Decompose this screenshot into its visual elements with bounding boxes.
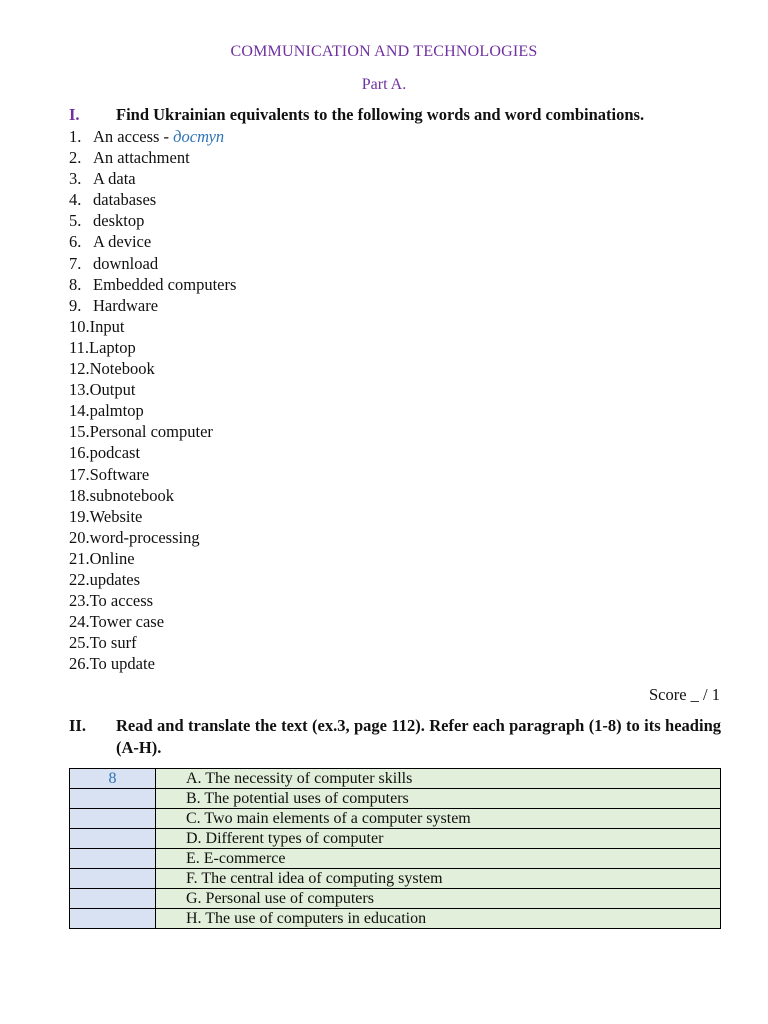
vocabulary-item-term: To surf	[89, 633, 137, 653]
vocabulary-item	[69, 590, 236, 611]
vocabulary-item-term: Software	[89, 464, 150, 484]
heading-cell: E. E-commerce	[156, 849, 721, 869]
vocabulary-item-number: 18.	[69, 485, 90, 505]
vocabulary-item-number: 23.	[69, 591, 90, 611]
vocabulary-item-number: 20.	[69, 527, 90, 547]
vocabulary-item-term: An attachment	[93, 148, 190, 168]
vocabulary-item-term: Personal computer	[89, 422, 213, 442]
table-row	[70, 869, 721, 889]
vocabulary-item-term: An access -	[93, 127, 174, 146]
vocabulary-item	[69, 485, 236, 506]
vocabulary-item-term: To access	[89, 591, 154, 611]
heading-cell: G. Personal use of computers	[156, 889, 721, 909]
vocabulary-item-number: 3.	[69, 169, 82, 189]
vocabulary-item	[69, 316, 236, 337]
vocabulary-item-term: Embedded computers	[93, 274, 237, 294]
task-2-heading	[69, 715, 721, 759]
vocabulary-item-term: palmtop	[89, 401, 144, 421]
vocabulary-item	[69, 442, 236, 463]
vocabulary-item	[69, 421, 236, 442]
vocabulary-item-term: A device	[93, 232, 152, 252]
task-1-heading	[69, 104, 721, 126]
vocabulary-item	[69, 569, 236, 590]
vocabulary-item-term: Output	[89, 380, 136, 400]
vocabulary-item	[69, 358, 236, 379]
matching-table	[69, 768, 721, 929]
vocabulary-item-number: 24.	[69, 612, 90, 632]
task-1-number: I.	[69, 105, 80, 124]
score-label: Score _ / 1	[648, 685, 720, 704]
vocabulary-item	[69, 253, 236, 274]
task-2-number: II.	[69, 716, 86, 735]
vocabulary-item-term: updates	[89, 569, 141, 589]
table-row	[70, 829, 721, 849]
vocabulary-item	[69, 126, 236, 147]
vocabulary-item-term: Tower case	[89, 612, 165, 632]
paragraph-number-cell[interactable]	[70, 849, 156, 869]
vocabulary-item	[69, 337, 236, 358]
vocabulary-list	[69, 126, 236, 674]
table-row	[70, 789, 721, 809]
vocabulary-item-number: 7.	[69, 253, 82, 273]
document-title: COMMUNICATION AND TECHNOLOGIES	[230, 43, 538, 60]
task-2-instruction: Read and translate the text (ex.3, page 112). Refer each paragraph (1-8) to its heading (A-H).	[116, 716, 721, 757]
paragraph-number-cell[interactable]	[70, 909, 156, 929]
vocabulary-item	[69, 527, 236, 548]
vocabulary-item	[69, 189, 236, 210]
vocabulary-item	[69, 379, 236, 400]
vocabulary-item-term: subnotebook	[89, 485, 174, 505]
vocabulary-item-number: 19.	[69, 506, 90, 526]
heading-cell: H. The use of computers in education	[156, 909, 721, 929]
vocabulary-item	[69, 464, 236, 485]
vocabulary-item-term: Laptop	[89, 337, 136, 357]
vocabulary-item-term: To update	[89, 654, 155, 674]
vocabulary-item	[69, 210, 236, 231]
vocabulary-item-number: 17.	[69, 464, 90, 484]
vocabulary-item	[69, 400, 236, 421]
vocabulary-item-term: podcast	[89, 443, 141, 463]
vocabulary-item	[69, 548, 236, 569]
part-label: Part A.	[361, 76, 407, 93]
vocabulary-item-term: desktop	[93, 211, 145, 231]
table-row	[70, 769, 721, 789]
vocabulary-item-number: 5.	[69, 211, 82, 231]
heading-cell: A. The necessity of computer skills	[156, 769, 721, 789]
vocabulary-item-number: 22.	[69, 569, 90, 589]
heading-cell: F. The central idea of computing system	[156, 869, 721, 889]
vocabulary-item-number: 10.	[69, 316, 90, 336]
vocabulary-item	[69, 274, 236, 295]
vocabulary-item	[69, 168, 236, 189]
vocabulary-item-number: 21.	[69, 548, 90, 568]
vocabulary-item-number: 4.	[69, 190, 82, 210]
paragraph-number-cell[interactable]: 8	[70, 769, 156, 789]
vocabulary-item	[69, 611, 236, 632]
vocabulary-item-number: 25.	[69, 633, 90, 653]
heading-cell: C. Two main elements of a computer system	[156, 809, 721, 829]
vocabulary-item	[69, 653, 236, 674]
table-row	[70, 809, 721, 829]
vocabulary-item-number: 26.	[69, 654, 90, 674]
vocabulary-item-term: Input	[89, 316, 125, 336]
vocabulary-item-term: Hardware	[93, 295, 159, 315]
vocabulary-item	[69, 295, 236, 316]
vocabulary-item	[69, 632, 236, 653]
vocabulary-item-number: 1.	[69, 127, 82, 146]
paragraph-number-cell[interactable]	[70, 869, 156, 889]
vocabulary-item-number: 11.	[69, 337, 90, 357]
vocabulary-item-term: Online	[89, 548, 135, 568]
vocabulary-item-number: 2.	[69, 148, 82, 168]
vocabulary-item-answer[interactable]: доступ	[173, 127, 225, 146]
vocabulary-item-term: Website	[89, 506, 143, 526]
table-row	[70, 849, 721, 869]
vocabulary-item-number: 12.	[69, 359, 90, 379]
paragraph-number-cell[interactable]	[70, 809, 156, 829]
vocabulary-item-term: word-processing	[89, 527, 200, 547]
task-1-instruction: Find Ukrainian equivalents to the following words and word combinations.	[116, 105, 645, 124]
vocabulary-item-number: 14.	[69, 401, 90, 421]
vocabulary-item-number: 6.	[69, 232, 82, 252]
vocabulary-item-number: 16.	[69, 443, 90, 463]
vocabulary-item-number: 9.	[69, 295, 82, 315]
paragraph-number-cell[interactable]	[70, 829, 156, 849]
vocabulary-item-number: 15.	[69, 422, 90, 442]
vocabulary-item	[69, 147, 236, 168]
heading-cell: D. Different types of computer	[156, 829, 721, 849]
vocabulary-item	[69, 506, 236, 527]
vocabulary-item	[69, 231, 236, 252]
heading-cell: B. The potential uses of computers	[156, 789, 721, 809]
vocabulary-item-number: 8.	[69, 274, 82, 294]
paragraph-number-cell[interactable]	[70, 889, 156, 909]
table-row	[70, 909, 721, 929]
paragraph-number-cell[interactable]	[70, 789, 156, 809]
vocabulary-item-number: 13.	[69, 380, 90, 400]
table-row	[70, 889, 721, 909]
vocabulary-item-term: A data	[93, 169, 136, 189]
vocabulary-item-term: Notebook	[89, 359, 155, 379]
vocabulary-item-term: download	[93, 253, 159, 273]
vocabulary-item-term: databases	[93, 190, 157, 210]
